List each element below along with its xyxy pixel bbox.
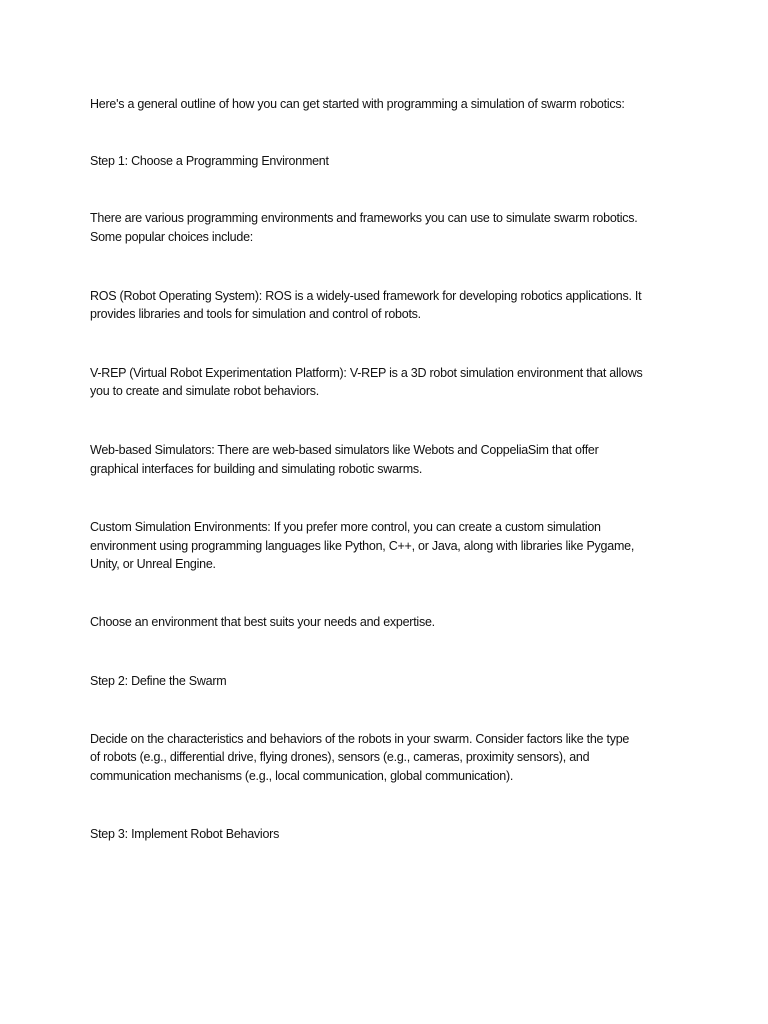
step3-heading: Step 3: Implement Robot Behaviors: [90, 827, 280, 841]
intro-text: Here's a general outline of how you can get started with programming a simulation of swarm robotics:: [90, 97, 625, 111]
ros-line-2: provides libraries and tools for simulation and control of robots.: [90, 307, 421, 321]
vrep-line-1: V-REP (Virtual Robot Experimentation Platform): V-REP is a 3D robot simulation environment that allows: [90, 366, 643, 380]
step2-heading: Step 2: Define the Swarm: [90, 674, 227, 688]
para2-line-3: communication mechanisms (e.g., local communication, global communication).: [90, 769, 514, 783]
para2-line-1: Decide on the characteristics and behaviors of the robots in your swarm. Consider factors like the type: [90, 732, 630, 746]
vrep-line-2: you to create and simulate robot behaviors.: [90, 384, 319, 398]
custom-line-3: Unity, or Unreal Engine.: [90, 557, 216, 571]
web-line-1: Web-based Simulators: There are web-based simulators like Webots and CoppeliaSim that offer: [90, 443, 599, 457]
custom-line-2: environment using programming languages like Python, C++, or Java, along with libraries like Pygame,: [90, 539, 635, 553]
para1-line-2: Some popular choices include:: [90, 230, 253, 244]
web-line-2: graphical interfaces for building and simulating robotic swarms.: [90, 462, 423, 476]
para2-line-2: of robots (e.g., differential drive, flying drones), sensors (e.g., cameras, proximity sensors), and: [90, 750, 590, 764]
ros-line-1: ROS (Robot Operating System): ROS is a widely-used framework for developing robotics applications. It: [90, 289, 642, 303]
choose-text: Choose an environment that best suits your needs and expertise.: [90, 615, 435, 629]
custom-line-1: Custom Simulation Environments: If you prefer more control, you can create a custom simulation: [90, 520, 601, 534]
step1-heading: Step 1: Choose a Programming Environment: [90, 154, 329, 168]
para1-line-1: There are various programming environments and frameworks you can use to simulate swarm robotics.: [90, 211, 638, 225]
